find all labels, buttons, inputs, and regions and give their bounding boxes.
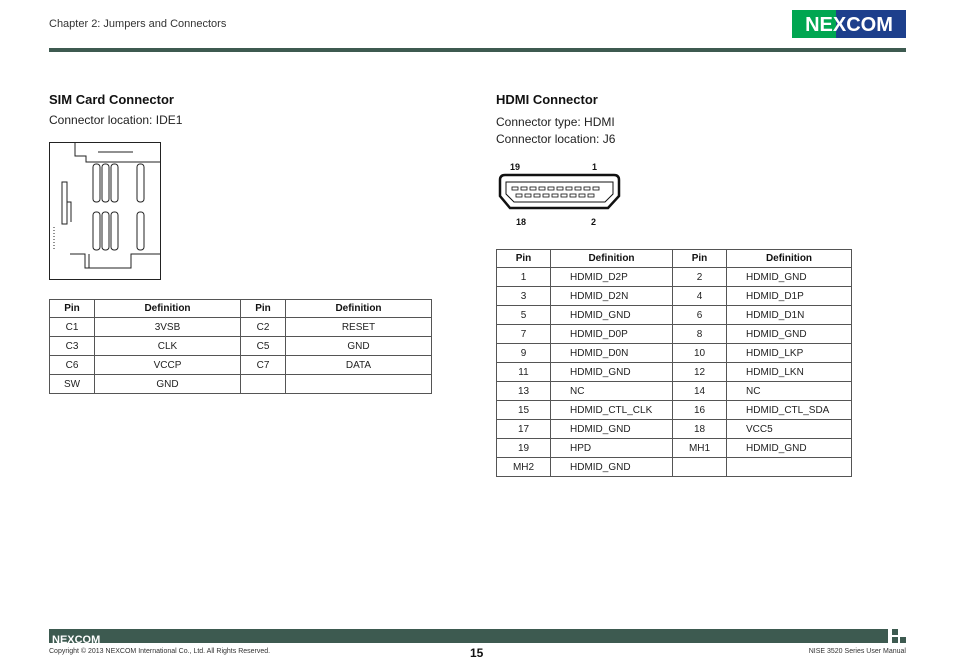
pin-cell: C5	[241, 337, 286, 356]
chapter-title: Chapter 2: Jumpers and Connectors	[49, 18, 227, 30]
pin-cell: C3	[50, 337, 95, 356]
definition-cell	[286, 375, 432, 394]
definition-cell: HDMID_CTL_SDA	[727, 401, 852, 420]
definition-cell	[727, 458, 852, 477]
definition-cell: HDMID_GND	[727, 325, 852, 344]
pin-cell: 12	[673, 363, 727, 382]
pin-cell	[241, 375, 286, 394]
pin-cell: 13	[497, 382, 551, 401]
pin-cell: MH2	[497, 458, 551, 477]
table-row	[497, 401, 852, 420]
hdmi-type: Connector type: HDMI	[496, 115, 615, 129]
definition-cell: HDMID_LKP	[727, 344, 852, 363]
pin-label-1: 1	[592, 162, 598, 172]
header-rule	[49, 48, 906, 52]
page-number: 15	[470, 646, 484, 660]
column-header: Definition	[286, 300, 432, 318]
definition-cell: HDMID_GND	[551, 420, 673, 439]
hdmi-pin-table	[496, 249, 852, 477]
pin-cell: 14	[673, 382, 727, 401]
definition-cell: HDMID_D0N	[551, 344, 673, 363]
definition-cell: VCC5	[727, 420, 852, 439]
pin-cell: 16	[673, 401, 727, 420]
pin-cell: 6	[673, 306, 727, 325]
definition-cell: HDMID_CTL_CLK	[551, 401, 673, 420]
manual-title: NISE 3520 Series User Manual	[808, 648, 906, 655]
definition-cell: HDMID_D1N	[727, 306, 852, 325]
definition-cell: VCCP	[95, 356, 241, 375]
footer-logo-text: NEXCOM	[52, 634, 101, 644]
pin-cell: MH1	[673, 439, 727, 458]
nexcom-footer-logo	[52, 631, 112, 642]
table-row	[497, 268, 852, 287]
sim-heading: SIM Card Connector	[49, 92, 174, 107]
logo-text: NEXCOM	[805, 14, 893, 36]
pin-cell: 8	[673, 325, 727, 344]
pin-cell: 1	[497, 268, 551, 287]
table-row	[50, 375, 432, 394]
definition-cell: HDMID_LKN	[727, 363, 852, 382]
table-row	[497, 439, 852, 458]
copyright-text: Copyright © 2013 NEXCOM International Co., Ltd. All Rights Reserved.	[49, 648, 271, 655]
pin-cell: C7	[241, 356, 286, 375]
definition-cell: HDMID_GND	[551, 306, 673, 325]
pin-cell: 15	[497, 401, 551, 420]
definition-cell: HDMID_GND	[727, 439, 852, 458]
definition-cell: HDMID_D2P	[551, 268, 673, 287]
column-header: Definition	[551, 250, 673, 268]
definition-cell: HDMID_D2N	[551, 287, 673, 306]
pin-cell: C2	[241, 318, 286, 337]
hdmi-location: Connector location: J6	[496, 132, 616, 146]
footer-bar	[49, 629, 888, 643]
column-header: Definition	[727, 250, 852, 268]
table-row	[497, 287, 852, 306]
definition-cell: 3VSB	[95, 318, 241, 337]
column-header: Pin	[241, 300, 286, 318]
column-header: Pin	[497, 250, 551, 268]
pin-cell: 5	[497, 306, 551, 325]
pin-cell: 10	[673, 344, 727, 363]
table-row	[50, 337, 432, 356]
definition-cell: HPD	[551, 439, 673, 458]
table-row	[497, 306, 852, 325]
pin-cell: C6	[50, 356, 95, 375]
pin-cell: 4	[673, 287, 727, 306]
sim-connector-diagram	[49, 142, 162, 281]
pin-cell: 3	[497, 287, 551, 306]
table-row	[50, 356, 432, 375]
definition-cell: HDMID_D0P	[551, 325, 673, 344]
pin-label-18: 18	[516, 217, 527, 227]
pin-label-19: 19	[510, 162, 521, 172]
table-row	[497, 382, 852, 401]
definition-cell: GND	[95, 375, 241, 394]
definition-cell: NC	[727, 382, 852, 401]
sim-location: Connector location: IDE1	[49, 113, 183, 127]
pin-cell: 2	[673, 268, 727, 287]
table-header-row	[497, 250, 852, 268]
definition-cell: HDMID_GND	[727, 268, 852, 287]
pin-cell	[673, 458, 727, 477]
pin-cell: C1	[50, 318, 95, 337]
definition-cell: CLK	[95, 337, 241, 356]
pin-cell: 11	[497, 363, 551, 382]
column-header: Definition	[95, 300, 241, 318]
table-row	[497, 363, 852, 382]
pin-cell: 17	[497, 420, 551, 439]
definition-cell: DATA	[286, 356, 432, 375]
pin-label-2: 2	[591, 217, 597, 227]
pin-cell: 18	[673, 420, 727, 439]
definition-cell: NC	[551, 382, 673, 401]
table-row	[50, 318, 432, 337]
table-header-row	[50, 300, 432, 318]
table-row	[497, 344, 852, 363]
table-row	[497, 420, 852, 439]
definition-cell: HDMID_D1P	[727, 287, 852, 306]
pin-cell: 7	[497, 325, 551, 344]
sim-pin-table	[49, 299, 432, 394]
column-header: Pin	[673, 250, 727, 268]
pin-cell: 19	[497, 439, 551, 458]
nexcom-logo	[792, 10, 906, 38]
hdmi-heading: HDMI Connector	[496, 92, 598, 107]
definition-cell: RESET	[286, 318, 432, 337]
corner-squares-icon	[890, 629, 906, 643]
pin-cell: SW	[50, 375, 95, 394]
definition-cell: HDMID_GND	[551, 363, 673, 382]
hdmi-connector-diagram	[496, 158, 626, 230]
table-row	[497, 325, 852, 344]
pin-cell: 9	[497, 344, 551, 363]
column-header: Pin	[50, 300, 95, 318]
definition-cell: HDMID_GND	[551, 458, 673, 477]
definition-cell: GND	[286, 337, 432, 356]
table-row	[497, 458, 852, 477]
